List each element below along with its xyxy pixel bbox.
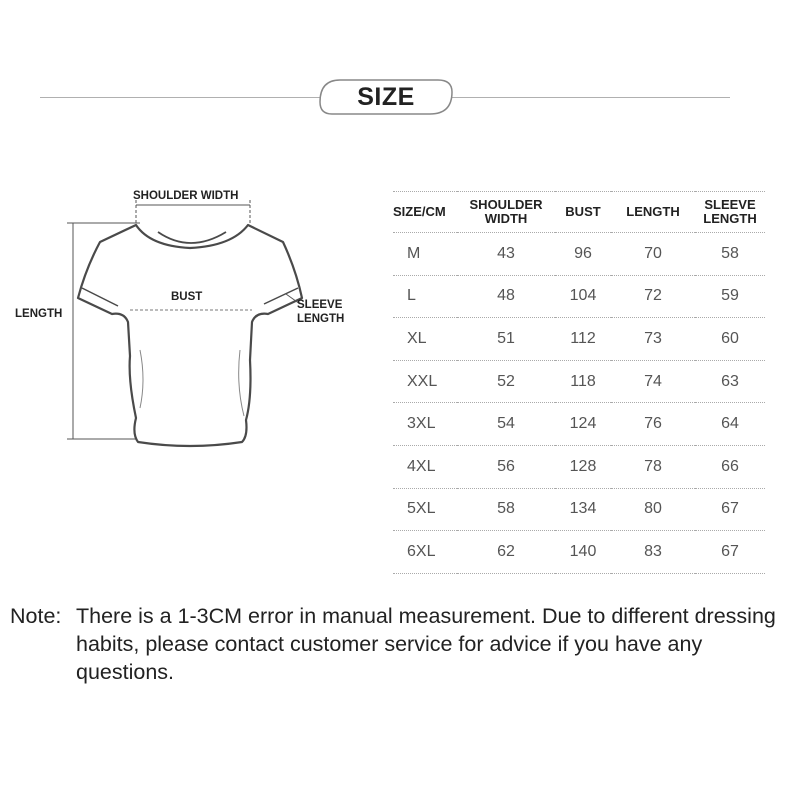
cell-shoulder-width: 43 <box>457 233 555 276</box>
cell-bust: 96 <box>555 233 611 276</box>
cell-bust: 118 <box>555 360 611 403</box>
length-label: LENGTH <box>15 308 63 320</box>
header-shoulder-line1: SHOULDER <box>469 197 543 212</box>
cell-sleeve-length: 59 <box>695 275 765 318</box>
cell-sleeve-length: 58 <box>695 233 765 276</box>
table-row <box>393 403 765 446</box>
cell-size: XXL <box>393 360 457 403</box>
table-row <box>393 275 765 318</box>
cell-size: 5XL <box>393 488 457 531</box>
table-row <box>393 445 765 488</box>
cell-length: 78 <box>611 445 695 488</box>
sleeve-label-line1: SLEEVE <box>297 299 343 311</box>
cell-length: 73 <box>611 318 695 361</box>
cell-size: 3XL <box>393 403 457 446</box>
header-rule-left <box>40 97 340 98</box>
page-title: SIZE <box>357 83 415 111</box>
cell-sleeve-length: 67 <box>695 531 765 574</box>
header-length: LENGTH <box>611 192 695 233</box>
header-bust: BUST <box>555 192 611 233</box>
size-table <box>393 191 765 574</box>
cell-size: XL <box>393 318 457 361</box>
cell-shoulder-width: 56 <box>457 445 555 488</box>
cell-length: 70 <box>611 233 695 276</box>
table-row <box>393 531 765 574</box>
table-header-row <box>393 192 765 233</box>
cell-size: L <box>393 275 457 318</box>
cell-sleeve-length: 64 <box>695 403 765 446</box>
cell-length: 83 <box>611 531 695 574</box>
sleeve-label-line2: LENGTH <box>297 313 345 325</box>
cell-bust: 140 <box>555 531 611 574</box>
header-sleeve-line1: SLEEVE <box>704 197 756 212</box>
cell-shoulder-width: 51 <box>457 318 555 361</box>
cell-bust: 134 <box>555 488 611 531</box>
cell-size: 6XL <box>393 531 457 574</box>
note-label: Note: <box>10 604 62 628</box>
cell-size: 4XL <box>393 445 457 488</box>
cell-shoulder-width: 62 <box>457 531 555 574</box>
shoulder-width-label: SHOULDER WIDTH <box>133 190 239 202</box>
cell-bust: 112 <box>555 318 611 361</box>
cell-bust: 104 <box>555 275 611 318</box>
cell-size: M <box>393 233 457 276</box>
cell-bust: 124 <box>555 403 611 446</box>
cell-length: 80 <box>611 488 695 531</box>
cell-length: 76 <box>611 403 695 446</box>
cell-shoulder-width: 52 <box>457 360 555 403</box>
cell-sleeve-length: 66 <box>695 445 765 488</box>
cell-length: 72 <box>611 275 695 318</box>
header-shoulder-width <box>457 192 555 233</box>
cell-shoulder-width: 48 <box>457 275 555 318</box>
header-sleeve-length <box>695 192 765 233</box>
bust-label: BUST <box>171 291 203 303</box>
table-row <box>393 318 765 361</box>
cell-length: 74 <box>611 360 695 403</box>
header-shoulder-line2: WIDTH <box>484 211 528 226</box>
header-sleeve-line2: LENGTH <box>703 211 757 226</box>
table-row <box>393 488 765 531</box>
header-size: SIZE/CM <box>393 192 457 233</box>
table-row <box>393 360 765 403</box>
cell-sleeve-length: 67 <box>695 488 765 531</box>
cell-sleeve-length: 63 <box>695 360 765 403</box>
tshirt-diagram <box>0 180 380 470</box>
table-row <box>393 233 765 276</box>
cell-bust: 128 <box>555 445 611 488</box>
cell-shoulder-width: 54 <box>457 403 555 446</box>
cell-shoulder-width: 58 <box>457 488 555 531</box>
note-text: There is a 1-3CM error in manual measurement. Due to different dressing habits, please contact customer service for advice if you have any questions. <box>76 604 776 684</box>
header-rule-right <box>450 97 730 98</box>
cell-sleeve-length: 60 <box>695 318 765 361</box>
sleeve-length-label <box>297 298 344 326</box>
